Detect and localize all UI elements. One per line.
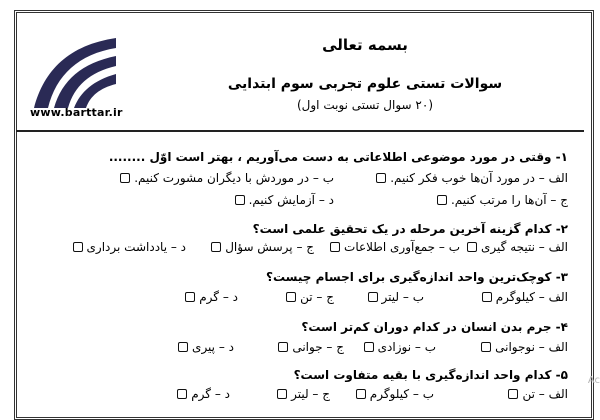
option-label: ب – نوزادی (377, 340, 436, 354)
checkbox-icon[interactable] (368, 292, 378, 302)
option-label: ج – آن‌ها را مرتب کنیم. (450, 193, 568, 207)
checkbox-icon[interactable] (437, 195, 447, 205)
question-1-option-c[interactable] (437, 193, 568, 207)
page-title: سوالات تستی علوم تجربی سوم ابتدایی (227, 76, 503, 92)
option-label: ج – تن (300, 290, 334, 304)
option-label: الف – نوجوانی (495, 340, 568, 354)
checkbox-icon[interactable] (286, 292, 296, 302)
checkbox-icon[interactable] (277, 389, 287, 399)
activation-watermark: Ac (587, 375, 600, 386)
question-4-option-c[interactable] (278, 340, 344, 354)
checkbox-icon[interactable] (278, 342, 288, 352)
question-1: ۱- وقتی در مورد موضوعی اطلاعاتی به دست می‌آوریم ، بهتر است اوّل ........ (108, 150, 568, 164)
question-5-option-a[interactable] (508, 387, 568, 401)
checkbox-icon[interactable] (364, 342, 374, 352)
question-2-option-b[interactable] (330, 240, 460, 254)
option-label: د – پیری (192, 340, 234, 354)
question-3-option-d[interactable] (185, 290, 238, 304)
question-5: ۵- کدام واحد اندازه‌گیری با بقیه متفاوت است؟ (293, 368, 568, 382)
question-3: ۳- کوچک‌ترین واحد اندازه‌گیری برای اجسام چیست؟ (265, 270, 568, 284)
question-3-option-b[interactable] (368, 290, 424, 304)
question-4-option-b[interactable] (364, 340, 436, 354)
bismillah-heading: بسمه تعالی (322, 36, 408, 54)
barttar-logo (24, 30, 124, 110)
checkbox-icon[interactable] (376, 173, 386, 183)
option-label: الف – کیلوگرم (495, 290, 568, 304)
option-label: ب – جمع‌آوری اطلاعات (344, 240, 460, 254)
checkbox-icon[interactable] (178, 342, 188, 352)
question-5-option-c[interactable] (277, 387, 330, 401)
option-label: د – گرم (191, 387, 230, 401)
question-3-option-a[interactable] (482, 290, 568, 304)
checkbox-icon[interactable] (120, 173, 130, 183)
question-4: ۴- جرم بدن انسان در کدام دوران کم‌تر است؟ (301, 320, 568, 334)
question-1-option-b[interactable] (120, 171, 334, 185)
checkbox-icon[interactable] (482, 292, 492, 302)
option-label: الف – تن (522, 387, 568, 401)
question-2-option-c[interactable] (211, 240, 314, 254)
checkbox-icon[interactable] (73, 242, 83, 252)
option-label: د – گرم (199, 290, 238, 304)
option-label: الف – در مورد آن‌ها خوب فکر کنیم. (390, 171, 568, 185)
checkbox-icon[interactable] (481, 342, 491, 352)
option-label: د – آزمایش کنیم. (248, 193, 334, 207)
option-label: ب – کیلوگرم (369, 387, 434, 401)
question-1-option-a[interactable] (376, 171, 568, 185)
option-label: ب – لیتر (381, 290, 424, 304)
checkbox-icon[interactable] (508, 389, 518, 399)
question-4-option-d[interactable] (178, 340, 234, 354)
question-5-option-d[interactable] (177, 387, 230, 401)
checkbox-icon[interactable] (356, 389, 366, 399)
header (0, 0, 600, 126)
option-label: ج – جوانی (292, 340, 344, 354)
question-3-option-c[interactable] (286, 290, 334, 304)
logo-url: www.barttar.ir (30, 106, 123, 119)
checkbox-icon[interactable] (235, 195, 245, 205)
header-divider (16, 130, 584, 132)
option-label: ب – در موردش با دیگران مشورت کنیم. (134, 171, 334, 185)
checkbox-icon[interactable] (177, 389, 187, 399)
question-2: ۲- کدام گزینه آخرین مرحله در یک تحقیق علمی است؟ (252, 222, 568, 236)
checkbox-icon[interactable] (211, 242, 221, 252)
option-label: الف – نتیجه گیری (481, 240, 568, 254)
question-4-option-a[interactable] (481, 340, 568, 354)
checkbox-icon[interactable] (467, 242, 477, 252)
question-5-option-b[interactable] (356, 387, 434, 401)
question-2-option-a[interactable] (467, 240, 568, 254)
question-2-option-d[interactable] (73, 240, 186, 254)
checkbox-icon[interactable] (330, 242, 340, 252)
checkbox-icon[interactable] (185, 292, 195, 302)
option-label: ج – لیتر (291, 387, 330, 401)
question-1-option-d[interactable] (235, 193, 334, 207)
page-subtitle: (۲۰ سوال تستی نوبت اول) (296, 98, 433, 112)
option-label: ج – پرسش سؤال (225, 240, 314, 254)
option-label: د – یادداشت برداری (86, 240, 186, 254)
